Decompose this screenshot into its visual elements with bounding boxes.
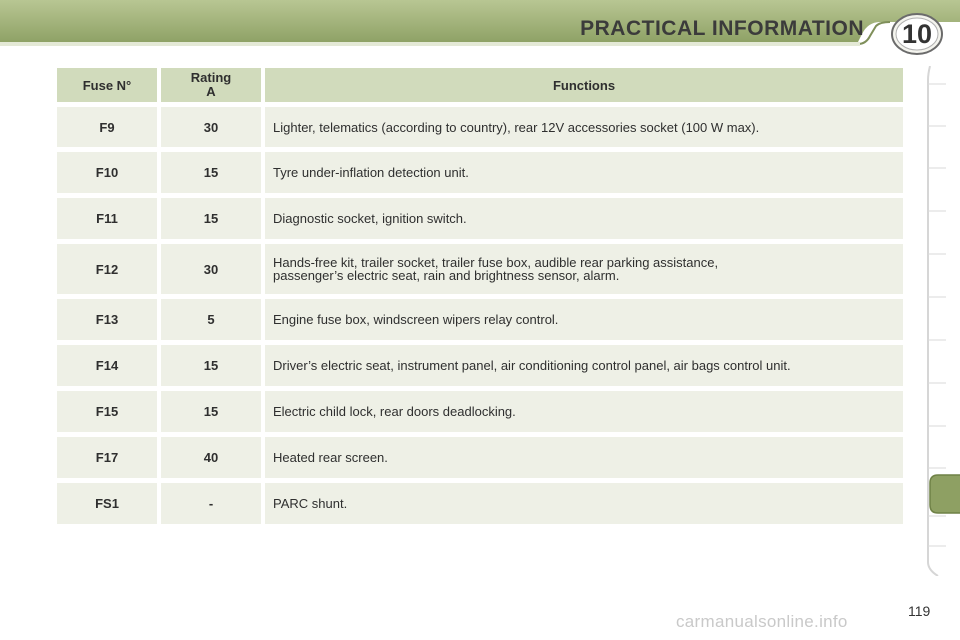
fuse-rating: 40 xyxy=(161,437,261,478)
table-row xyxy=(57,244,903,294)
fuse-function: Engine fuse box, windscreen wipers relay control. xyxy=(265,299,903,340)
column-header-rating xyxy=(161,68,261,102)
table-header-row xyxy=(57,68,903,102)
fuse-rating: 30 xyxy=(161,244,261,294)
fuse-rating: 30 xyxy=(161,107,261,147)
fuse-rating: - xyxy=(161,483,261,524)
fuse-table xyxy=(57,68,903,529)
watermark-text: carmanualsonline.info xyxy=(676,612,848,631)
page-header xyxy=(0,0,960,62)
fuse-function: Lighter, telematics (according to country), rear 12V accessories socket (100 W max). xyxy=(265,107,903,147)
fuse-function: PARC shunt. xyxy=(265,483,903,524)
table-row xyxy=(57,483,903,524)
fuse-function: Electric child lock, rear doors deadlocking. xyxy=(265,391,903,432)
chapter-number: 10 xyxy=(901,19,933,49)
fuse-rating: 5 xyxy=(161,299,261,340)
fuse-function: Driver’s electric seat, instrument panel, air conditioning control panel, air bags control unit. xyxy=(265,345,903,386)
fuse-function: Diagnostic socket, ignition switch. xyxy=(265,198,903,239)
fuse-function-line2: passenger’s electric seat, rain and brightness sensor, alarm. xyxy=(273,268,620,283)
table-row xyxy=(57,391,903,432)
fuse-number: F14 xyxy=(57,345,157,386)
fuse-rating: 15 xyxy=(161,391,261,432)
table-row xyxy=(57,107,903,147)
column-header-rating-line1: Rating xyxy=(190,70,232,85)
fuse-function xyxy=(265,244,903,294)
active-chapter-tab[interactable] xyxy=(928,474,960,514)
fuse-number: F15 xyxy=(57,391,157,432)
table-row xyxy=(57,345,903,386)
column-header-functions: Functions xyxy=(265,68,903,102)
fuse-number: F10 xyxy=(57,152,157,193)
fuse-number: F12 xyxy=(57,244,157,294)
fuse-number: F13 xyxy=(57,299,157,340)
fuse-function: Heated rear screen. xyxy=(265,437,903,478)
fuse-function: Tyre under-inflation detection unit. xyxy=(265,152,903,193)
fuse-rating: 15 xyxy=(161,345,261,386)
active-tab-shape xyxy=(928,474,960,514)
page-number: 119 xyxy=(908,603,931,619)
fuse-number: F11 xyxy=(57,198,157,239)
fuse-number: F9 xyxy=(57,107,157,147)
page-title: PRACTICAL INFORMATION xyxy=(580,17,864,40)
table-row xyxy=(57,437,903,478)
fuse-function-line1: Hands-free kit, trailer socket, trailer fuse box, audible rear parking assistance, xyxy=(273,255,719,270)
fuse-number: FS1 xyxy=(57,483,157,524)
table-row xyxy=(57,152,903,193)
table-row xyxy=(57,299,903,340)
fuse-rating: 15 xyxy=(161,152,261,193)
column-header-fuse: Fuse N° xyxy=(57,68,157,102)
chapter-badge xyxy=(890,12,944,56)
table-row xyxy=(57,198,903,239)
fuse-rating: 15 xyxy=(161,198,261,239)
column-header-rating-line2: A xyxy=(206,84,216,99)
fuse-number: F17 xyxy=(57,437,157,478)
